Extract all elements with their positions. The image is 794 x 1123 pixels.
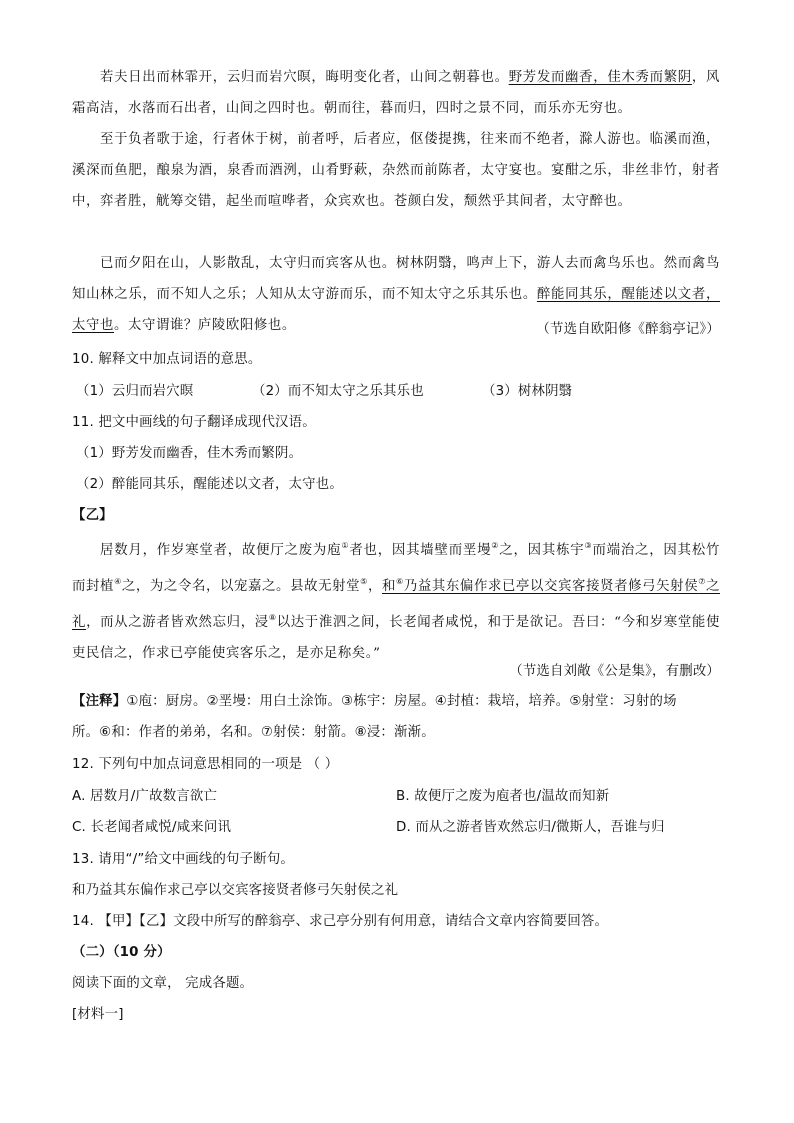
section-2-instruction: 阅读下面的文章， 完成各题。 <box>72 976 254 991</box>
passage-jia-paragraph-3: 已而夕阳在山，人影散乱，太守归而宾客从也。树林阴翳，鸣声上下，游人去而禽鸟乐也。然而禽鸟知山林之乐，而不知人之乐；人知从太守游而乐，而不知太守之乐其乐也。醉能同其乐，醒能述以文者，太守也。太守谓谁？庐陵欧阳修也。 <box>72 256 720 333</box>
question-12-option-a: A. 居数月/广故数言欲亡 <box>72 789 218 804</box>
question-12-option-d: D. 而从之游者皆欢然忘归/微斯人，吾谁与归 <box>396 820 665 835</box>
question-12-title: 12. 下列句中加点词意思相同的一项是 （ ） <box>72 757 339 772</box>
question-10-item-2: （2）而不知太守之乐其乐也 <box>252 384 424 399</box>
underlined-sentence-2-end: 太守也 <box>72 318 114 333</box>
question-10-item-3: （3）树林阴翳 <box>482 384 573 399</box>
material-1-label: [材料一] <box>72 1007 124 1022</box>
question-11-title: 11. 把文中画线的句子翻译成现代汉语。 <box>72 415 316 430</box>
question-14-title: 14. 【甲】【乙】文段中所写的醉翁亭、求己亭分别有何用意，请结合文章内容简要回答。 <box>72 914 609 929</box>
passage-yi-source: （节选自刘敞《公是集》，有删改） <box>509 664 720 679</box>
passage-yi-label: 【乙】 <box>72 508 113 523</box>
question-11-item-2: （2）醉能同其乐，醒能述以文者，太守也。 <box>76 477 343 492</box>
underlined-sentence-1: 野芳发而幽香，佳木秀而繁阴 <box>508 70 692 85</box>
underlined-sentence-2: 醉能同其乐，醒能述以文者， <box>536 287 720 302</box>
passage-jia-paragraph-1: 若夫日出而林霏开，云归而岩穴暝，晦明变化者，山间之朝暮也。野芳发而幽香，佳木秀而繁阴，风霜高洁，水落而石出者，山间之四时也。朝而往，暮而归，四时之景不同，而乐亦无穷也。 <box>72 70 720 116</box>
question-10-item-1: （1）云归而岩穴暝 <box>76 384 194 399</box>
question-13-sentence: 和乃益其东偏作求己亭以交宾客接贤者修弓矢射侯之礼 <box>72 883 399 898</box>
section-2-title: （二）（10 分） <box>72 945 171 960</box>
question-12-option-b: B. 故便厅之废为庖者也/温故而知新 <box>396 789 610 804</box>
passage-jia-source: （节选自欧阳修《醉翁亭记》） <box>536 322 720 337</box>
question-10-title: 10. 解释文中加点词语的意思。 <box>72 352 262 367</box>
question-13-title: 13. 请用“/”给文中画线的句子断句。 <box>72 852 295 867</box>
passage-jia-paragraph-2: 至于负者歌于途，行者休于树，前者呼，后者应，伛偻提携，往来而不绝者，滁人游也。临溪而渔，溪深而鱼肥，酿泉为酒，泉香而酒洌，山肴野蔌，杂然而前陈者，太守宴也。宴酣之乐，非丝非竹，射者中，弈者胜，觥筹交错，起坐而喧哗者，众宾欢也。苍颜白发，颓然乎其间者，太守醉也。 <box>72 132 720 209</box>
annotation-line-2: 所。⑥和：作者的弟弟，名和。⑦射侯：射箭。⑧浸：渐渐。 <box>72 725 435 740</box>
question-12-option-c: C. 长老闻者咸悦/咸来问讯 <box>72 820 232 835</box>
question-11-item-1: （1）野芳发而幽香，佳木秀而繁阴。 <box>76 446 303 461</box>
annotation-line-1: 【注释】①庖：厨房。②垩墁：用白土涂饰。③栋宇：房屋。④封植：栽培，培养。⑤射堂：习射的场 <box>72 694 677 709</box>
passage-yi-paragraph: 居数月，作岁寒堂者，故便厅之废为庖①者也，因其墙壁而垩墁②之，因其栋宇③而端治之，因其松竹而封植④之，为之令名，以宠嘉之。县故无射堂⑤，和⑥乃益其东偏作求已亭以交宾客接贤者修弓矢射侯⑦之礼，而从之游者皆欢然忘归，浸⑧以达于淮泗之间，长老闻者咸悦，和于是欲记。吾曰：“今和岁寒堂能使吏民信之，作求已亭能使宾客乐之，是亦足称矣。” <box>72 541 721 661</box>
underlined-sentence-yi: 和⑥乃益其东偏作求已亭以交宾客接贤者修弓矢射侯⑦之礼 <box>72 577 721 630</box>
